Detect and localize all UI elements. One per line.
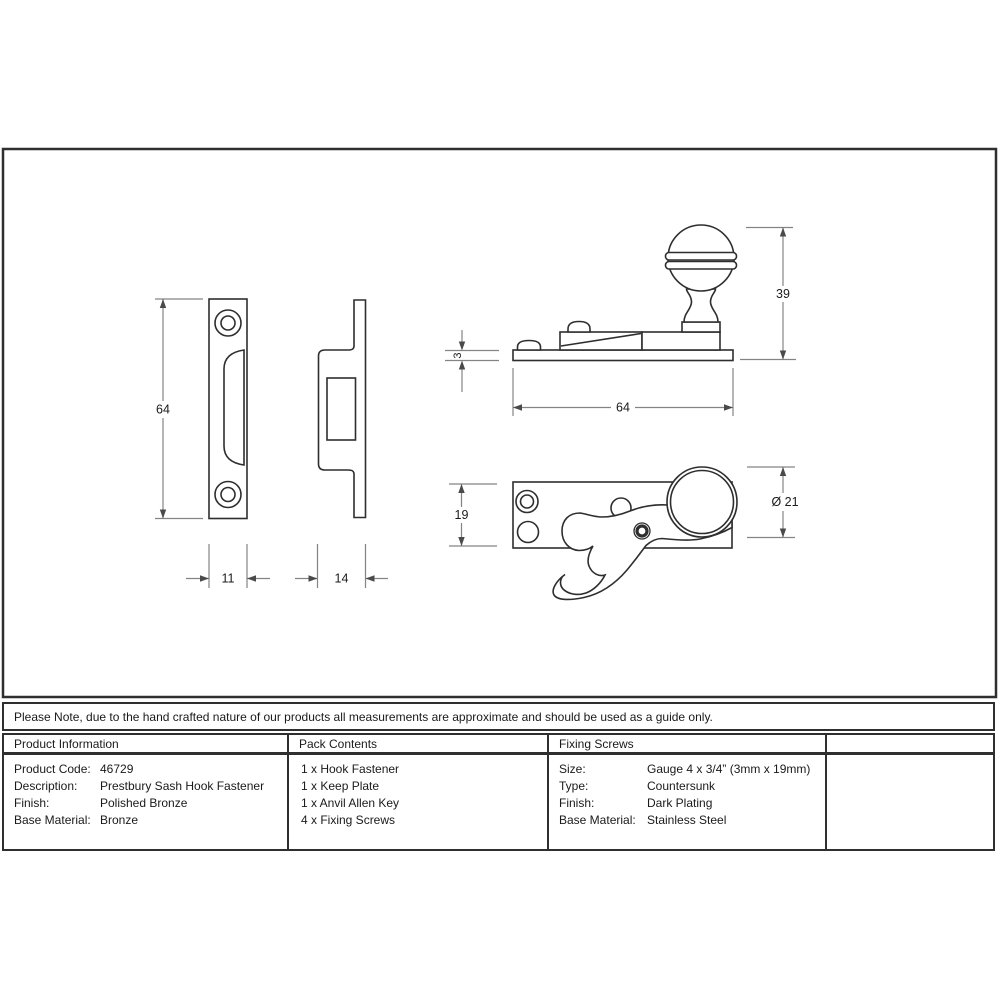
row-value: 46729	[100, 762, 134, 776]
row-value: Dark Plating	[647, 796, 713, 810]
row-label: Type:	[559, 779, 589, 793]
list-item: 1 x Anvil Allen Key	[301, 796, 400, 810]
keep-plate-front-view	[209, 299, 247, 519]
list-item: 1 x Keep Plate	[301, 779, 380, 793]
keep-plate-side-view	[319, 300, 366, 518]
column-product-information	[4, 735, 287, 849]
table-row	[559, 778, 825, 795]
list-item: 4 x Fixing Screws	[301, 813, 396, 827]
row-value: Bronze	[100, 813, 139, 827]
product-information-body	[4, 755, 287, 849]
row-label: Size:	[559, 762, 586, 776]
row-value: Countersunk	[647, 779, 716, 793]
table-row	[559, 795, 825, 812]
column-empty	[825, 735, 993, 849]
row-value: Stainless Steel	[647, 813, 727, 827]
fastener-side-dimensions	[445, 228, 796, 417]
row-label: Base Material:	[559, 813, 636, 827]
fastener-top-view	[513, 467, 737, 599]
row-value: Gauge 4 x 3/4” (3mm x 19mm)	[647, 762, 811, 776]
column-header: Product Information	[4, 735, 287, 755]
drawing-border	[3, 149, 996, 697]
table-row	[14, 795, 287, 812]
column-pack-contents	[287, 735, 547, 849]
table-row	[559, 761, 825, 778]
column-fixing-screws	[547, 735, 825, 849]
table-row	[14, 812, 287, 829]
dim-top-plate-width: 19	[454, 508, 469, 522]
fixing-screws-body	[549, 755, 825, 849]
dim-keep-plate-depth: 14	[334, 571, 349, 586]
row-label: Base Material:	[14, 813, 91, 827]
fastener-side-view	[513, 225, 737, 361]
column-header: Fixing Screws	[549, 735, 825, 755]
dim-base-thickness: 3	[452, 352, 464, 359]
spec-table	[2, 733, 995, 851]
dim-base-length: 64	[616, 400, 630, 415]
note-text: Please Note, due to the hand crafted nature of our products all measurements are approximate and should be used as a guide only.	[14, 709, 713, 724]
empty-body	[827, 755, 993, 849]
row-value: Prestbury Sash Hook Fastener	[100, 779, 265, 793]
row-label: Finish:	[559, 796, 595, 810]
row-label: Description:	[14, 779, 78, 793]
dim-keep-plate-width: 11	[221, 571, 235, 586]
row-label: Product Code:	[14, 762, 91, 776]
dim-keep-plate-height: 64	[156, 402, 170, 417]
pack-contents-body	[289, 755, 547, 849]
column-header-empty	[827, 735, 993, 755]
column-header: Pack Contents	[289, 735, 547, 755]
dim-knob-diameter: Ø 21	[771, 495, 799, 509]
list-item: 1 x Hook Fastener	[301, 762, 400, 776]
table-row	[559, 812, 825, 829]
measurement-note	[2, 702, 995, 731]
table-row	[14, 761, 287, 778]
row-value: Polished Bronze	[100, 796, 188, 810]
table-row	[14, 778, 287, 795]
row-label: Finish:	[14, 796, 50, 810]
dim-fastener-height: 39	[776, 287, 790, 301]
